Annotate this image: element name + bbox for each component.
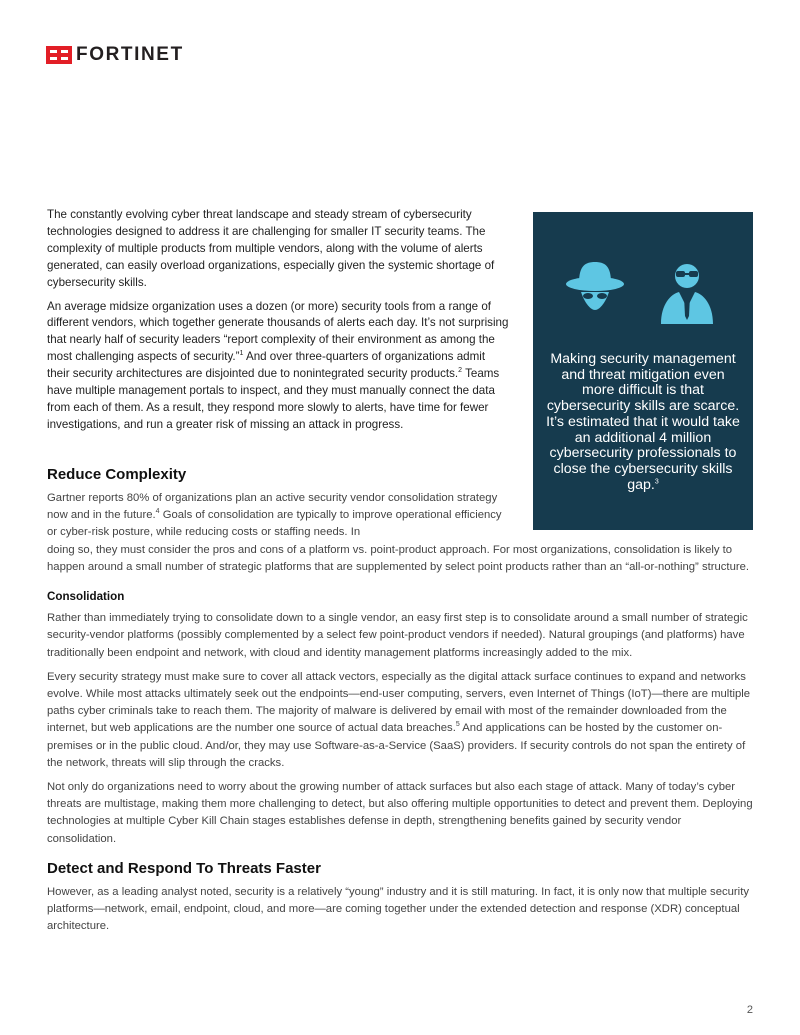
consolidation-paragraph-2: Every security strategy must make sure to cover all attack vectors, especially as the digital attack surface continues to expand and networks evolve. While most attacks ultimately seek out the endpoints—end-user computing, servers, even Internet of Things (IoT)—there are multiple paths cyber criminals take to reach them. The majority of malware is delivered by email with most of the remainder downloaded from the internet, but web applications are the number one source of actual data breaches.$^5$ And applications can be hosted by the customer on-premises or in the public cloud. And/or, they may use Software-as-a-Service (SaaS) providers. If security controls do not span the entirety of the network, threats will slip through the cracks. [47, 670, 751, 769]
consolidation-paragraph-1: Rather than immediately trying to consolidate down to a single vendor, an easy first step is to consolidate around a small number of strategic security-vendor platforms (possibly complemented by a select few point-product vendors if needed). Natural groupings (and platforms) have traditionally been endpoint and network, with cloud and identity management platforms increasingly added to the mix. [47, 612, 748, 659]
subheading-consolidation: Consolidation [47, 590, 125, 604]
footnote-ref-1: 1 [239, 350, 244, 358]
consolidation-paragraph-3: Not only do organizations need to worry about the growing number of attack surfaces but also each stage of attack. Many of today’s cyber threats are multistage, making them more challenging to detect, but also offering multiple opportunities to detect and prevent them. Deploying technologies at multiple Cyber Kill Chain stages establishes defense in depth, strengthening benefits gained by security vendor consolidation. [47, 781, 753, 845]
section-heading-detect-respond: Detect and Respond To Threats Faster [47, 859, 321, 877]
callout-illustration [533, 254, 753, 324]
intro-text [47, 207, 509, 441]
reduce-paragraph-continued: doing so, they must consider the pros and cons of a platform vs. point-product approach. For most organizations, consolidation is likely to happen around a small number of strategic platforms that are supplemented by select point products rather than an “all-or-nothing” structure. [47, 543, 750, 573]
intro-paragraph-2: An average midsize organization uses a dozen (or more) security tools from a range of different vendors, which together generate thousands of alerts each day. It’s not surprising that nearly half of security leaders “report complexity of their environment as among the most challenging aspects of security.”$^1$ And over three-quarters of organizations admit their security architectures are disjointed due to nonintegrated security products.$^2$ Teams have multiple management portals to inspect, and they must manually connect the data from each of them. As a result, they respond more slowly to alerts, have time for fewer investigations, and run a greater risk of missing an attack in progress. [47, 299, 509, 431]
footnote-ref-4: 4 [155, 508, 160, 516]
footnote-ref-3: 3 [654, 477, 659, 485]
footnote-ref-2: 2 [458, 367, 463, 375]
fortinet-logo-text: FORTINET [76, 44, 184, 65]
main-body [47, 466, 753, 942]
footnote-ref-5: 5 [455, 721, 460, 729]
callout-text: Making security management and threat mitigation even more difficult is that cybersecurity skills are scarce. It’s estimated that it would take an additional 4 million cybersecurity professionals to close the cybersecurity skills gap.$^3$ [546, 351, 740, 493]
security-professional-icon [661, 264, 713, 324]
section-heading-reduce-complexity: Reduce Complexity [47, 466, 187, 483]
intro-paragraph-1: The constantly evolving cyber threat landscape and steady stream of cybersecurity technologies designed to address it are challenging for smaller IT security teams. The complexity of multiple products from multiple vendors, along with the volume of alerts generated, can easily overload organizations, especially given the systemic shortage of cybersecurity skills. [47, 208, 495, 289]
detect-paragraph-1: However, as a leading analyst noted, security is a relatively “young” industry and it is still maturing. In fact, it is only now that multiple security platforms—network, email, endpoint, cloud, and more—are coming together under the extended detection and response (XDR) conceptual architecture. [47, 885, 749, 933]
hacker-icon [566, 262, 624, 310]
reduce-paragraph-start: Gartner reports 80% of organizations plan an active security vendor consolidation strategy now and in the future.$^4$ Goals of consolidation are typically to improve operational efficiency or cyber-risk posture, while reducing costs or staffing needs. In [47, 492, 502, 539]
page-number: 2 [746, 1004, 753, 1016]
fortinet-logo-mark [46, 46, 72, 64]
